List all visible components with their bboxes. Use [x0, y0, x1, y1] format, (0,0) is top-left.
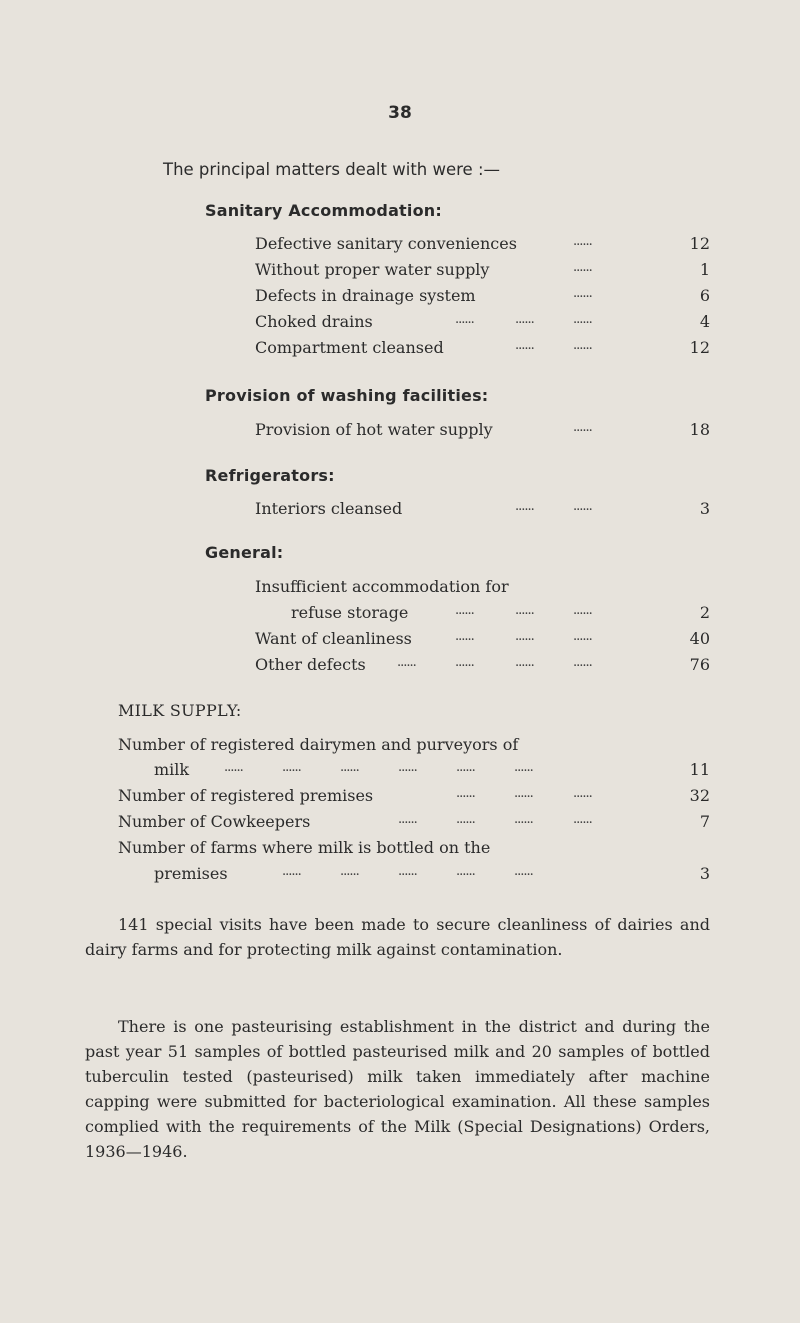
leader-dots: ...... — [455, 655, 474, 670]
leader-dots: ...... — [282, 760, 301, 775]
row-label: Provision of hot water supply — [255, 420, 493, 439]
row-label: Number of registered premises — [118, 786, 374, 805]
row-label: Without proper water supply — [255, 260, 490, 279]
row-label: Compartment cleansed — [255, 338, 444, 357]
row-value: 3 — [699, 499, 710, 518]
row-value: 40 — [689, 629, 710, 648]
leader-dots: ...... — [398, 812, 417, 827]
row-label: Number of registered dairymen and purveyors of — [118, 735, 519, 754]
row-value: 12 — [689, 338, 710, 357]
row-value: 18 — [689, 420, 710, 439]
leader-dots: ...... — [340, 760, 359, 775]
leader-dots: ...... — [514, 812, 533, 827]
leader-dots: ...... — [455, 312, 474, 327]
leader-dots: ...... — [515, 499, 534, 514]
row-value: 1 — [699, 260, 710, 279]
row-value: 76 — [689, 655, 710, 674]
leader-dots: ...... — [456, 760, 475, 775]
milk-supply-heading: MILK SUPPLY: — [118, 701, 242, 720]
row-label: milk — [154, 760, 190, 779]
row-value: 12 — [689, 234, 710, 253]
milk-row — [118, 864, 710, 888]
leader-dots: ...... — [573, 786, 592, 801]
table-row — [255, 312, 710, 336]
section-heading-sanitary: Sanitary Accommodation: — [205, 201, 442, 220]
leader-dots: ...... — [397, 655, 416, 670]
milk-row — [118, 735, 710, 759]
leader-dots: ...... — [224, 760, 243, 775]
table-row — [255, 499, 710, 523]
row-value: 11 — [689, 760, 710, 779]
leader-dots: ...... — [573, 312, 592, 327]
leader-dots: ...... — [573, 286, 592, 301]
row-label: Number of farms where milk is bottled on the — [118, 838, 491, 857]
milk-row — [118, 760, 710, 784]
paragraph-special-visits: 141 special visits have been made to secure cleanliness of dairies and dairy farms and for protecting milk against contamination. — [85, 915, 710, 959]
section-heading-general: General: — [205, 543, 284, 562]
leader-dots: ...... — [456, 812, 475, 827]
row-label: Defects in drainage system — [255, 286, 476, 305]
row-value: 3 — [699, 864, 710, 883]
section-heading-washing: Provision of washing facilities: — [205, 386, 489, 405]
table-row — [255, 286, 710, 310]
leader-dots: ...... — [515, 629, 534, 644]
leader-dots: ...... — [515, 312, 534, 327]
paragraph-pasteurising: There is one pasteurising establishment in the district and during the past year 51 samples of bottled pasteurised milk and 20 samples of bottled tuberculin tested (pasteurised) milk taken immediately after machine capping were submitted for bacteriological examination. All these samples complied with the requirements of the Milk (Special Designations) Orders, 1936—1946. — [85, 1017, 710, 1161]
table-row — [255, 629, 710, 653]
milk-row — [118, 812, 710, 836]
leader-dots: ...... — [573, 603, 592, 618]
leader-dots: ...... — [573, 499, 592, 514]
table-row — [255, 577, 710, 601]
row-label: Want of cleanliness — [255, 629, 412, 648]
table-row — [255, 234, 710, 258]
table-row — [255, 260, 710, 284]
leader-dots: ...... — [282, 864, 301, 879]
leader-dots: ...... — [515, 655, 534, 670]
row-label: Choked drains — [255, 312, 373, 331]
table-row — [255, 420, 710, 444]
leader-dots: ...... — [398, 864, 417, 879]
leader-dots: ...... — [456, 786, 475, 801]
leader-dots: ...... — [340, 864, 359, 879]
leader-dots: ...... — [398, 760, 417, 775]
row-value: 7 — [699, 812, 710, 831]
row-value: 2 — [699, 603, 710, 622]
table-row — [255, 603, 710, 627]
row-label: Number of Cowkeepers — [118, 812, 311, 831]
leader-dots: ...... — [456, 864, 475, 879]
table-row — [255, 655, 710, 679]
leader-dots: ...... — [515, 338, 534, 353]
row-value: 4 — [699, 312, 710, 331]
row-label: Defective sanitary conveniences — [255, 234, 517, 253]
leader-dots: ...... — [573, 629, 592, 644]
row-label: refuse storage — [291, 603, 409, 622]
leader-dots: ...... — [573, 812, 592, 827]
page-number: 38 — [388, 103, 412, 123]
leader-dots: ...... — [515, 603, 534, 618]
milk-row — [118, 786, 710, 810]
leader-dots: ...... — [573, 234, 592, 249]
leader-dots: ...... — [514, 786, 533, 801]
leader-dots: ...... — [514, 864, 533, 879]
row-value: 32 — [689, 786, 710, 805]
leader-dots: ...... — [573, 655, 592, 670]
leader-dots: ...... — [455, 603, 474, 618]
table-row — [255, 338, 710, 362]
row-label: premises — [154, 864, 228, 883]
row-label: Interiors cleansed — [255, 499, 403, 518]
leader-dots: ...... — [455, 629, 474, 644]
row-label: Other defects — [255, 655, 366, 674]
section-heading-refrigerators: Refrigerators: — [205, 466, 335, 485]
leader-dots: ...... — [573, 260, 592, 275]
leader-dots: ...... — [573, 420, 592, 435]
leader-dots: ...... — [573, 338, 592, 353]
leader-dots: ...... — [514, 760, 533, 775]
row-label: Insufficient accommodation for — [255, 577, 509, 596]
row-value: 6 — [699, 286, 710, 305]
milk-row — [118, 838, 710, 862]
intro-text: The principal matters dealt with were :— — [163, 160, 501, 179]
